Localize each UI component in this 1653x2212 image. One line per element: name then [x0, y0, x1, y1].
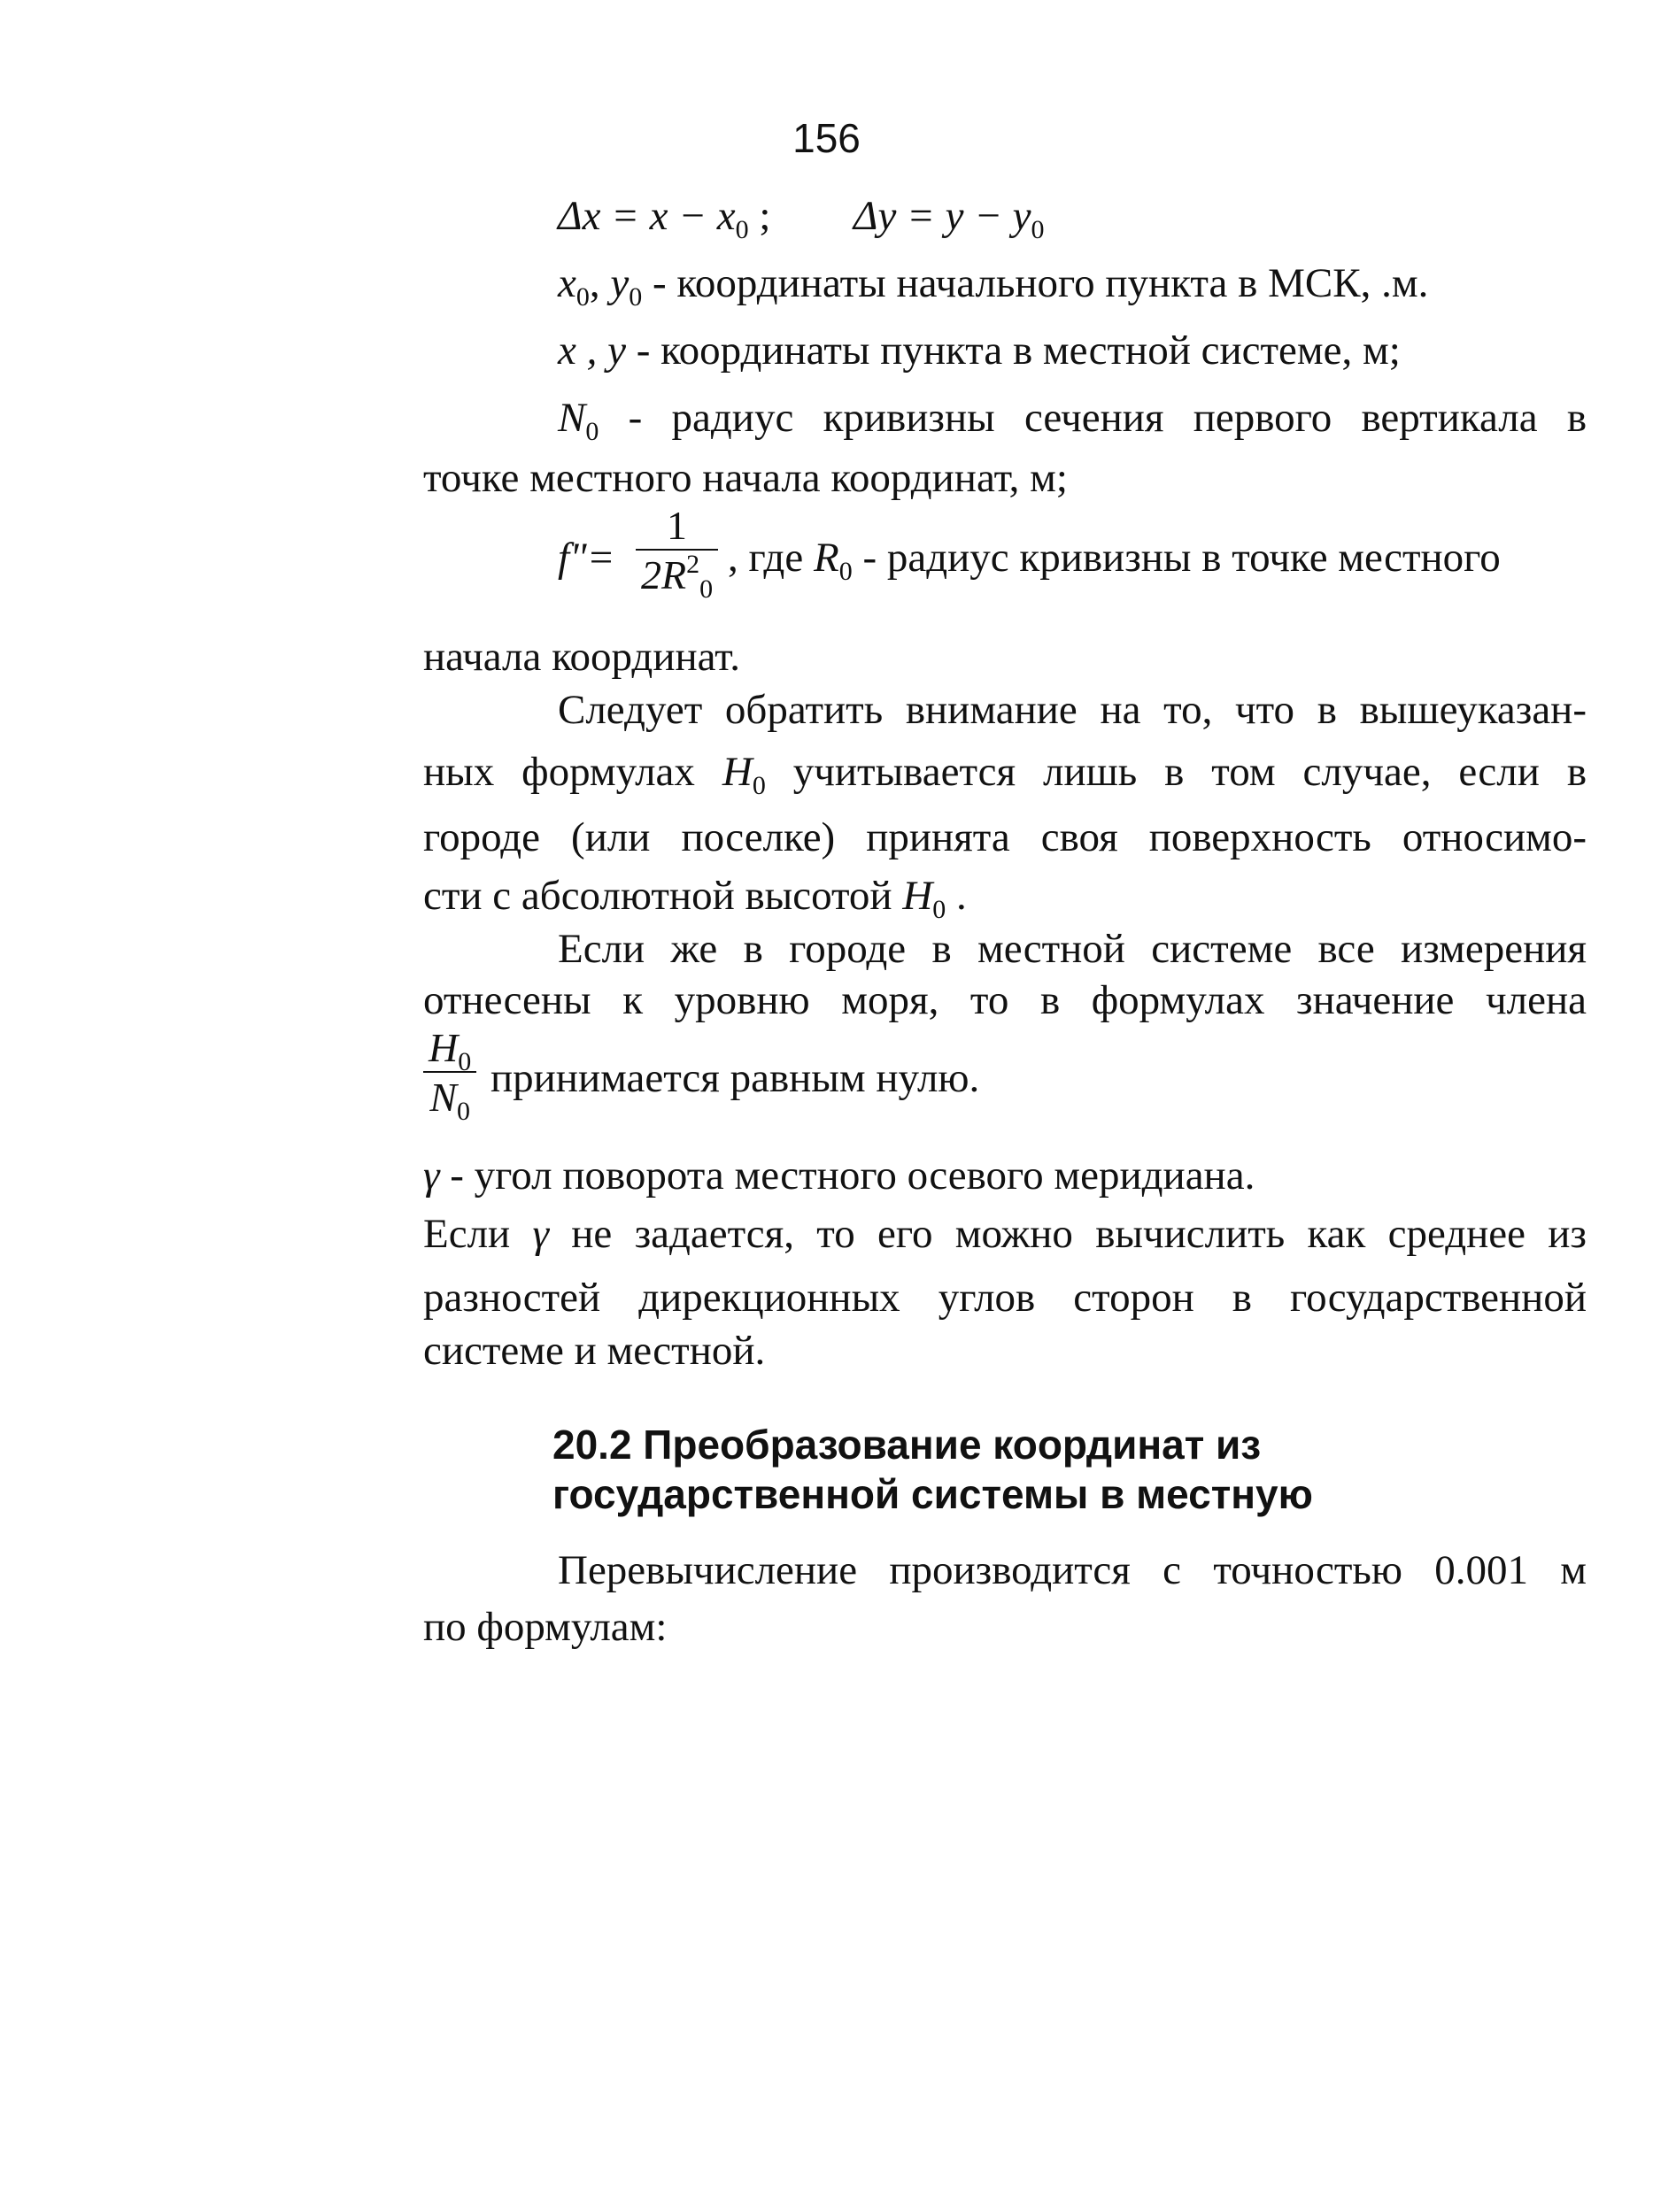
h0-n0-numerator — [423, 1025, 476, 1076]
n0-den-var: N — [429, 1075, 457, 1120]
p1-line4-a: сти с абсолютной высотой — [423, 873, 903, 919]
x0-var: x — [558, 260, 576, 306]
p2-line1: Если же в городе в местной системе все измерения — [558, 926, 1587, 972]
y0-var: y — [610, 260, 630, 306]
p1-line4-b: . — [946, 873, 967, 919]
p1-line1: Следует обратить внимание на то, что в вышеуказан- — [558, 687, 1587, 733]
gamma-line2 — [423, 1207, 1587, 1260]
y0-sub: 0 — [629, 282, 643, 312]
gamma-def-text: - угол поворота местного осевого меридиана. — [439, 1152, 1255, 1198]
n0-text-line1: - радиус кривизны сечения первого вертикала в — [628, 395, 1587, 441]
n0-var: N — [558, 395, 586, 441]
gamma-var-inline: γ — [532, 1211, 549, 1257]
section-title-line2: государственной системы в местную — [552, 1471, 1313, 1517]
f-den-sup: 2 — [686, 550, 700, 579]
r0-var: R — [813, 535, 839, 581]
h0-n0-denominator — [424, 1073, 475, 1126]
f-var-text: f"= — [558, 535, 615, 581]
r0-sub: 0 — [838, 557, 853, 586]
n0-den-sub: 0 — [456, 1097, 470, 1126]
p3-line2: по формулам: — [423, 1604, 668, 1650]
delta-x-formula: Δx = x − x — [558, 193, 736, 239]
page-number: 156 — [792, 115, 861, 161]
f-denominator — [636, 550, 718, 604]
p1-line2-b: учитывается лишь в том случае, если в — [792, 749, 1587, 795]
p1-h0-sub: 0 — [752, 771, 766, 800]
p1-line2-a: ных формулах — [423, 749, 695, 795]
x0-sub: 0 — [575, 282, 590, 312]
x0-y0-definition — [558, 257, 1428, 310]
f-fraction — [636, 503, 718, 604]
n0-sub: 0 — [585, 417, 599, 446]
p2-line3: принимается равным нулю. — [490, 1055, 980, 1101]
delta-x-sub: 0 — [735, 215, 749, 244]
delta-separator: ; — [748, 193, 771, 239]
n0-definition-line1 — [558, 391, 1587, 444]
gamma-line3: разностей дирекционных углов сторон в государственной — [423, 1275, 1587, 1321]
gamma-var: γ — [423, 1152, 440, 1198]
f-den-text: 2R — [641, 552, 687, 597]
section-title-line1: 20.2 Преобразование координат из — [552, 1422, 1262, 1468]
gamma-line2-b: не задается, то его можно вычислить как среднее из — [549, 1211, 1587, 1257]
delta-formula-line — [558, 189, 1045, 243]
n0-definition-line2: точке местного начала координат, м; — [423, 455, 1068, 501]
delta-y-sub: 0 — [1031, 215, 1045, 244]
x0-y0-text: - координаты начального пункта в МСК, .м. — [642, 260, 1429, 306]
x0-sep: , — [589, 260, 611, 306]
f-text-line2: начала координат. — [423, 634, 741, 680]
p2-line2: отнесены к уровню моря, то в формулах значение члена — [423, 977, 1587, 1023]
x-y-definition — [558, 324, 1401, 377]
gamma-line2-a: Если — [423, 1211, 533, 1257]
delta-y-formula: Δy = y − y — [853, 193, 1031, 239]
f-where-text: , где — [728, 535, 814, 581]
gamma-definition — [423, 1149, 1255, 1202]
p1-line4 — [423, 869, 967, 922]
h0-num-sub: 0 — [458, 1047, 472, 1076]
p3-line1: Перевычисление производится с точностью 0.001 м — [558, 1547, 1587, 1593]
f-numerator: 1 — [667, 503, 688, 548]
gamma-line4: системе и местной. — [423, 1328, 766, 1374]
h0-num-var: H — [429, 1025, 459, 1070]
p1-line3: городе (или поселке) принята своя поверхность относимо- — [423, 814, 1587, 860]
p1-line2 — [423, 745, 1587, 798]
xy-text: - координаты пункта в местной системе, м; — [625, 328, 1401, 374]
p1-line4-var: H — [902, 873, 933, 919]
f-den-sub: 0 — [699, 574, 714, 604]
p1-h0-var: H — [722, 749, 753, 795]
f-where-line — [728, 531, 1501, 584]
xy-var: x , y — [558, 328, 626, 374]
p1-line4-sub: 0 — [932, 895, 946, 924]
h0-n0-fraction — [423, 1025, 476, 1126]
f-var — [558, 531, 615, 584]
f-text-line1: - радиус кривизны в точке местного — [852, 535, 1501, 581]
